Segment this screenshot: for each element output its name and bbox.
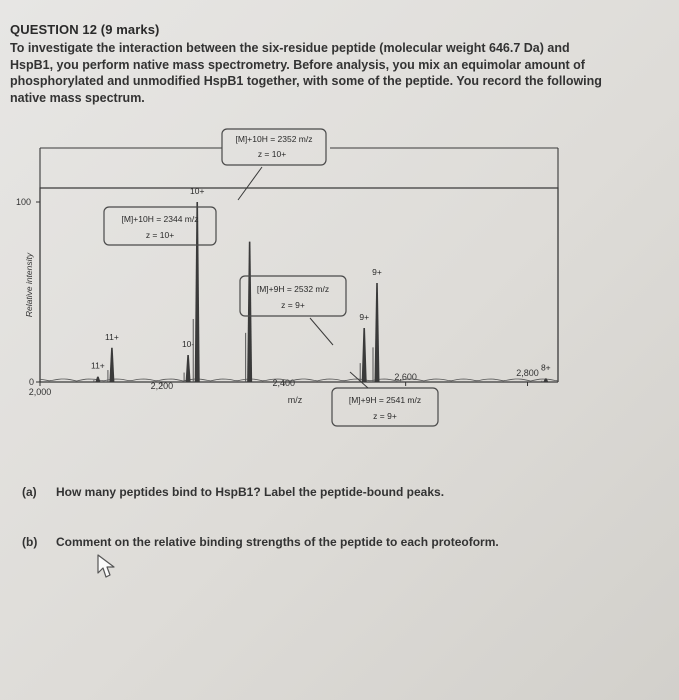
intro-line: native mass spectrum. xyxy=(10,90,145,105)
spectrum-baseline xyxy=(40,379,558,381)
annotation-line1: [M]+9H = 2532 m/z xyxy=(256,284,330,294)
peak-charge-label: 10- xyxy=(181,339,195,349)
annotation-box-2344 xyxy=(104,207,216,245)
question-title: QUESTION 12 (9 marks) xyxy=(10,22,160,37)
spectrum-peak xyxy=(195,202,200,382)
part-a-text: How many peptides bind to HspB1? Label the peptide-bound peaks. xyxy=(56,485,445,499)
y-tick-label-100: 100 xyxy=(15,197,31,207)
annotation-line2: z = 10+ xyxy=(257,149,287,159)
peak-charge-label: 11+ xyxy=(105,331,119,342)
x-tick-label: 2,600 xyxy=(394,372,417,382)
annotation-box-frame xyxy=(240,276,346,316)
part-b-letter: (b) xyxy=(22,535,38,549)
annotation-line1: [M]+9H = 2541 m/z xyxy=(348,395,422,405)
annotation-box-2532 xyxy=(240,276,346,345)
part-b xyxy=(22,535,499,549)
y-tick-label-0: 0 xyxy=(28,377,34,387)
y-axis-label: Relative intensity xyxy=(24,252,34,318)
x-tick-label: 2,800 xyxy=(516,368,539,378)
annotation-line2: z = 9+ xyxy=(373,411,397,421)
intro-line: HspB1, you perform native mass spectrometry. Before analysis, you mix an equimolar amount of xyxy=(10,57,585,72)
x-tick-label: 2,200 xyxy=(150,381,174,391)
intro-line: To investigate the interaction between the six-residue peptide (molecular weight 646.7 Da) and xyxy=(10,41,570,55)
spectrum-peak xyxy=(362,328,367,382)
part-a-letter: (a) xyxy=(22,485,37,499)
peak-charge-label: 9+ xyxy=(359,312,370,322)
peak-charge-label: 8+ xyxy=(540,362,551,373)
peak-charge-label: 9+ xyxy=(372,267,382,277)
annotation-line1: [M]+10H = 2352 m/z xyxy=(235,134,313,144)
peak-charge-label: 10+ xyxy=(190,186,205,196)
annotation-line2: z = 10+ xyxy=(145,230,175,240)
mouse-pointer-icon xyxy=(96,553,122,583)
intro-line: phosphorylated and unmodified HspB1 together, with some of the peptide. You record the following xyxy=(10,74,602,88)
spectrum-peak xyxy=(109,348,114,382)
spectrum-peak xyxy=(247,242,252,382)
part-a xyxy=(22,485,444,499)
annotation-arrow xyxy=(238,167,262,200)
part-b-text: Comment on the relative binding strengths of the peptide to each proteoform. xyxy=(56,535,499,549)
peak-charge-label: 11+ xyxy=(90,360,105,371)
annotation-line1: [M]+10H = 2344 m/z xyxy=(121,214,199,224)
spectrum-peak xyxy=(186,355,191,382)
annotation-line2: z = 9+ xyxy=(281,300,305,310)
x-axis-label: m/z xyxy=(287,395,303,405)
annotation-box-2352 xyxy=(222,129,326,200)
spectrum-peak xyxy=(375,283,380,382)
x-tick-label: 2,000 xyxy=(28,387,52,397)
x-tick-label: 2,400 xyxy=(272,378,296,388)
annotation-arrow xyxy=(310,318,333,345)
